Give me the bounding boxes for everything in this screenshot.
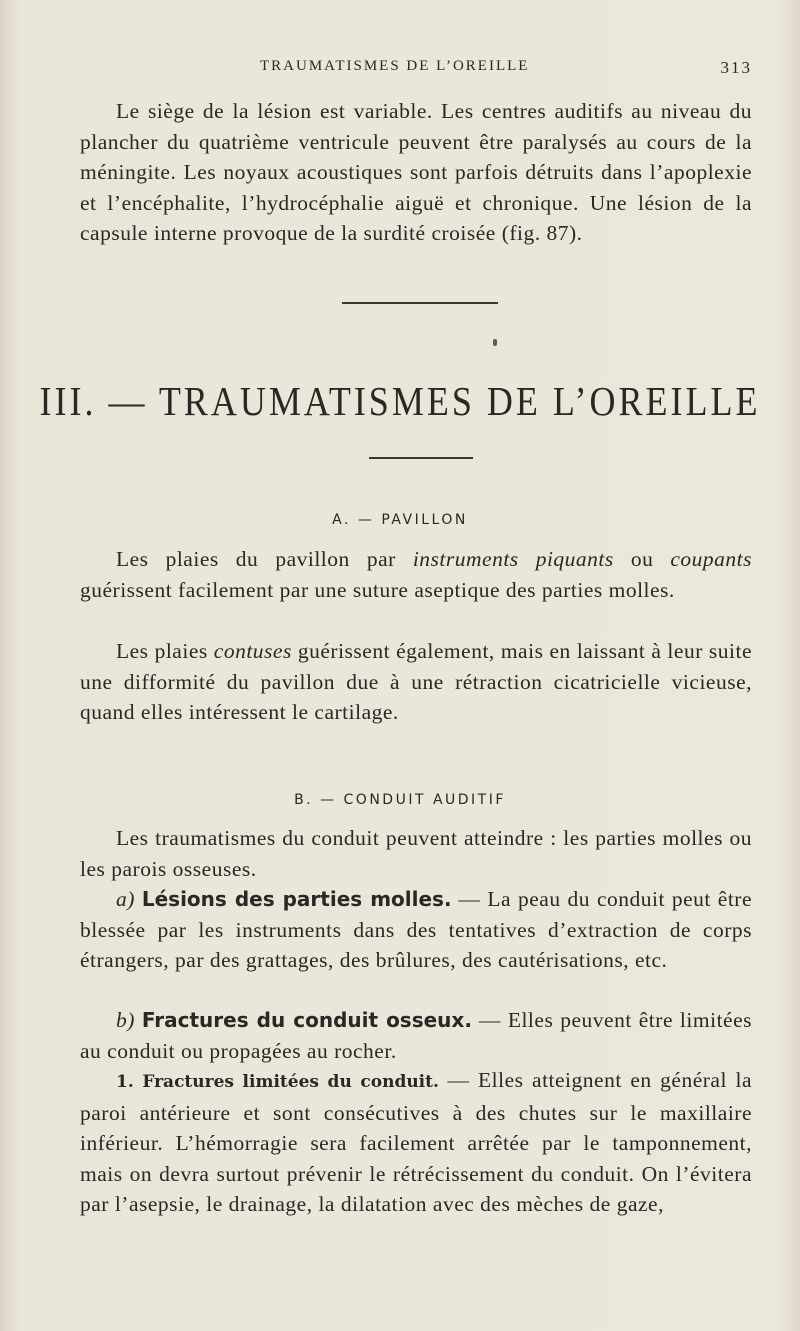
text-run: Les plaies du pavillon par [116, 547, 413, 571]
item-label: a) [116, 887, 135, 911]
subheading-conduit-auditif: B. — CONDUIT AUDITIF [294, 792, 506, 808]
divider-rule [342, 302, 498, 304]
item-title: 1. Fractures limitées du conduit. [116, 1072, 439, 1092]
text-run: guérissent facilement par une suture aseptique des parties molles. [80, 577, 675, 602]
pavillon-paragraph-1 [80, 544, 752, 605]
text-run: Les plaies [116, 639, 214, 663]
running-header [80, 58, 752, 84]
title-underline-rule [369, 457, 473, 459]
item-title: Lésions des parties molles. [141, 887, 452, 911]
pavillon-paragraph-2 [80, 636, 752, 728]
text-run: — Elles peuvent être limitées au conduit ou propagées au rocher. [80, 1008, 752, 1063]
italic-run: contuses [213, 639, 292, 663]
italic-run: coupants [670, 547, 753, 571]
ink-speck [493, 339, 497, 346]
page-number: 313 [720, 58, 752, 77]
lesions-parties-molles-paragraph [80, 884, 752, 976]
intro-paragraph: Le siège de la lésion est variable. Les centres auditifs au niveau du plancher du quatrième ventricule peuvent être paralysés au cours de la méningite. Les noyaux acoustiques sont parfois détruits dans l’apoplexie et l’encéphalite, l’hydrocéphalie aiguë et chronique. Une lésion de la capsule interne provoque de la surdité croisée (fig. 87). [80, 99, 752, 245]
text-run: ou [613, 547, 671, 571]
subheading-pavillon: A. — PAVILLON [332, 512, 468, 528]
section-title: III. — TRAUMATISMES DE L’OREILLE [39, 378, 761, 424]
fractures-conduit-paragraph [80, 1005, 752, 1066]
text-run: guérissent également, mais en laissant à leur suite une difformité du pavillon due à une rétraction cicatricielle vicieuse, quand elles intéressent le cartilage. [80, 639, 752, 724]
conduit-paragraph-1: Les traumatismes du conduit peuvent atteindre : les parties molles ou les parois osseuses. [80, 826, 752, 881]
running-title: TRAUMATISMES DE L’OREILLE [260, 58, 530, 74]
fractures-limitees-paragraph [80, 1065, 752, 1220]
item-title: Fractures du conduit osseux. [141, 1008, 472, 1032]
text-run: — La peau du conduit peut être blessée par les instruments dans des tentatives d’extraction de corps étrangers, par des grattages, des brûlures, des cautérisations, etc. [80, 887, 753, 972]
item-label: b) [116, 1008, 135, 1032]
text-run: — Elles atteignent en général la paroi antérieure et sont consécutives à des chutes sur le maxillaire inférieur. L’hémorragie sera facilement arrêtée par le tamponnement, mais on devra surtout prévenir le rétrécissement du conduit. On l’évitera par l’asepsie, le drainage, la dilatation avec des mèches de gaze, [80, 1068, 752, 1216]
italic-run: instruments piquants [412, 547, 614, 571]
